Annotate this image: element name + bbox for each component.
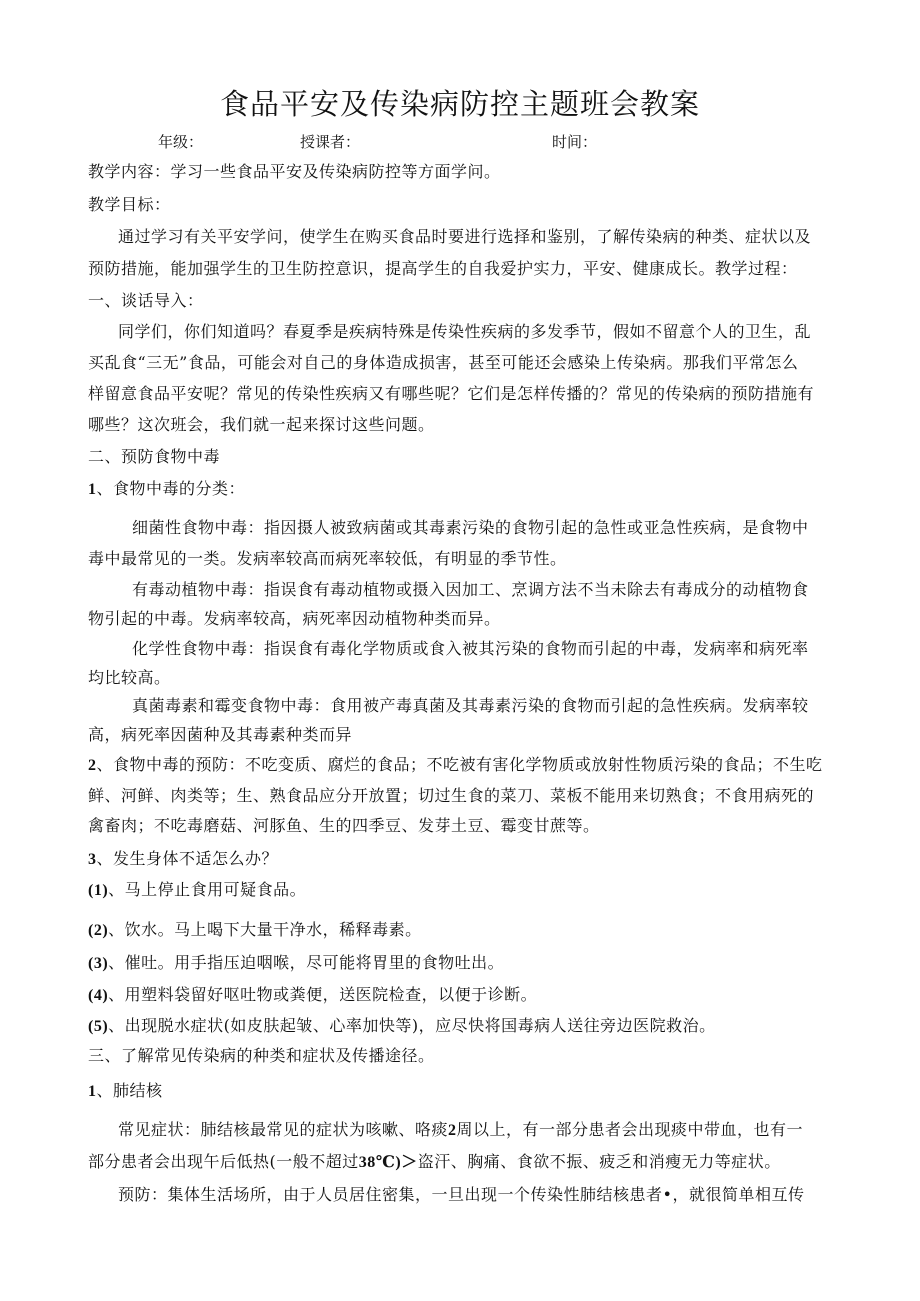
bacterial-poisoning-line: 细菌性食物中毒：指因摄人被致病菌或其毒素污染的食物引起的急性或亚急性疾病，是食物中 — [132, 518, 809, 537]
time-label: 时间： — [552, 133, 598, 151]
document-title: 食品平安及传染病防控主题班会教案 — [219, 87, 700, 121]
item-text: 、食物中毒的分类： — [96, 479, 246, 498]
step-text: 、出现脱水症状(如皮肤起皱、心率加快等)，应尽快将国毒病人送往旁边医院救治。 — [108, 1016, 716, 1035]
item-number: 2 — [88, 757, 97, 774]
intro-paragraph-line: 哪些？这次班会，我们就一起来探讨这些问题。 — [88, 415, 435, 434]
step-number: (1) — [88, 882, 109, 899]
section-1-title: 一、谈话导入： — [88, 291, 204, 310]
teacher-label: 授课者： — [300, 133, 361, 151]
step-number: (5) — [88, 1018, 109, 1035]
number-part: 38℃)＞ — [358, 1154, 418, 1171]
step-text: 、马上停止食用可疑食品。 — [108, 880, 307, 899]
toxic-plant-poisoning-line: 物引起的中毒。发病率较高，病死率因动植物种类而异。 — [88, 609, 501, 628]
item-number: 3 — [88, 851, 97, 868]
section-3-title: 三、了解常见传染病的种类和症状及传播途径。 — [88, 1046, 435, 1065]
text-part: 周以上，有一部分患者会出现痰中带血，也有一 — [456, 1120, 804, 1139]
text-part: 常见症状：肺结核最常见的症状为咳嗽、咯痰 — [118, 1120, 449, 1139]
bacterial-poisoning-line: 毒中最常见的一类。发病率较高而病死率较低，有明显的季节性。 — [88, 549, 567, 568]
step-1 — [88, 880, 833, 901]
step-number: (3) — [88, 955, 109, 972]
item-text: 、食物中毒的预防：不吃变质、腐烂的食品；不吃被有害化学物质或放射性物质污染的食品；不生吃 — [96, 755, 823, 774]
tb-symptoms-line — [118, 1120, 833, 1141]
intro-paragraph-line: 买乱食“三无”食品，可能会对自己的身体造成损害，甚至可能还会感染上传染病。那我们平常怎么 — [88, 353, 799, 372]
intro-paragraph-line: 同学们，你们知道吗？春夏季是疾病特殊是传染性疾病的多发季节，假如不留意个人的卫生，乱 — [118, 322, 812, 341]
step-5 — [88, 1016, 833, 1037]
step-text: 、催吐。用手指压迫咽喉，尽可能将胃里的食物吐出。 — [108, 953, 505, 972]
goal-paragraph-line: 预防措施，能加强学生的卫生防控意识，提高学生的自我爱护实力，平安、健康成长。教学过程： — [88, 259, 798, 278]
step-number: (2) — [88, 922, 109, 939]
step-3 — [88, 953, 833, 974]
step-text: 、用塑料袋留好呕吐物或粪便，送医院检查，以便于诊断。 — [108, 985, 538, 1004]
grade-label: 年级： — [158, 133, 204, 151]
subsection-3-1 — [88, 1081, 833, 1102]
fungal-poisoning-line: 高，病死率因菌种及其毒素种类而异 — [88, 725, 353, 744]
chemical-poisoning-line: 化学性食物中毒：指误食有毒化学物质或食入被其污染的食物而引起的中毒，发病率和病死率 — [132, 639, 809, 658]
subsection-2-3 — [88, 849, 833, 870]
prevention-line: 禽畜肉；不吃毒磨菇、河豚鱼、生的四季豆、发芽土豆、霉变甘蔗等。 — [88, 816, 600, 835]
subsection-2-2 — [88, 755, 833, 776]
toxic-plant-poisoning-line: 有毒动植物中毒：指误食有毒动植物或摄入因加工、烹调方法不当未除去有毒成分的动植物食 — [132, 580, 809, 599]
intro-paragraph-line: 样留意食品平安呢？常见的传染性疾病又有哪些呢？它们是怎样传播的？常见的传染病的预防措施有 — [88, 384, 815, 403]
section-2-title: 二、预防食物中毒 — [88, 447, 221, 466]
step-number: (4) — [88, 987, 109, 1004]
step-text: 、饮水。马上喝下大量干净水，稀释毒素。 — [108, 920, 422, 939]
chemical-poisoning-line: 均比较高。 — [88, 668, 171, 687]
item-number: 1 — [88, 481, 97, 498]
number-part: 2 — [448, 1122, 457, 1139]
prevention-line: 鲜、河鲜、肉类等；生、熟食品应分开放置；切过生食的菜刀、菜板不能用来切熟食；不食用病死的 — [88, 786, 815, 805]
item-number: 1 — [88, 1083, 97, 1100]
goal-paragraph-line: 通过学习有关平安学问，使学生在购买食品时要进行选择和鉴别，了解传染病的种类、症状以及 — [118, 227, 812, 246]
fungal-poisoning-line: 真菌毒素和霉变食物中毒：食用被产毒真菌及其毒素污染的食物而引起的急性疾病。发病率较 — [132, 696, 809, 715]
step-2 — [88, 920, 833, 941]
item-text: 、发生身体不适怎么办？ — [96, 849, 279, 868]
text-part: 盗汗、胸痛、食欲不振、疲乏和消瘦无力等症状。 — [417, 1152, 781, 1171]
step-4 — [88, 985, 833, 1006]
item-text: 、肺结核 — [96, 1081, 163, 1100]
tb-prevention-line: 预防：集体生活场所，由于人员居住密集，一旦出现一个传染性肺结核患者•，就很简单相互传 — [118, 1185, 805, 1204]
teaching-goal-label: 教学目标： — [88, 195, 171, 214]
subsection-2-1 — [88, 479, 833, 500]
text-part: 部分患者会出现午后低热(一般不超过 — [88, 1152, 359, 1171]
teaching-content: 教学内容：学习一些食品平安及传染病防控等方面学问。 — [88, 162, 501, 181]
tb-symptoms-line — [88, 1152, 833, 1173]
